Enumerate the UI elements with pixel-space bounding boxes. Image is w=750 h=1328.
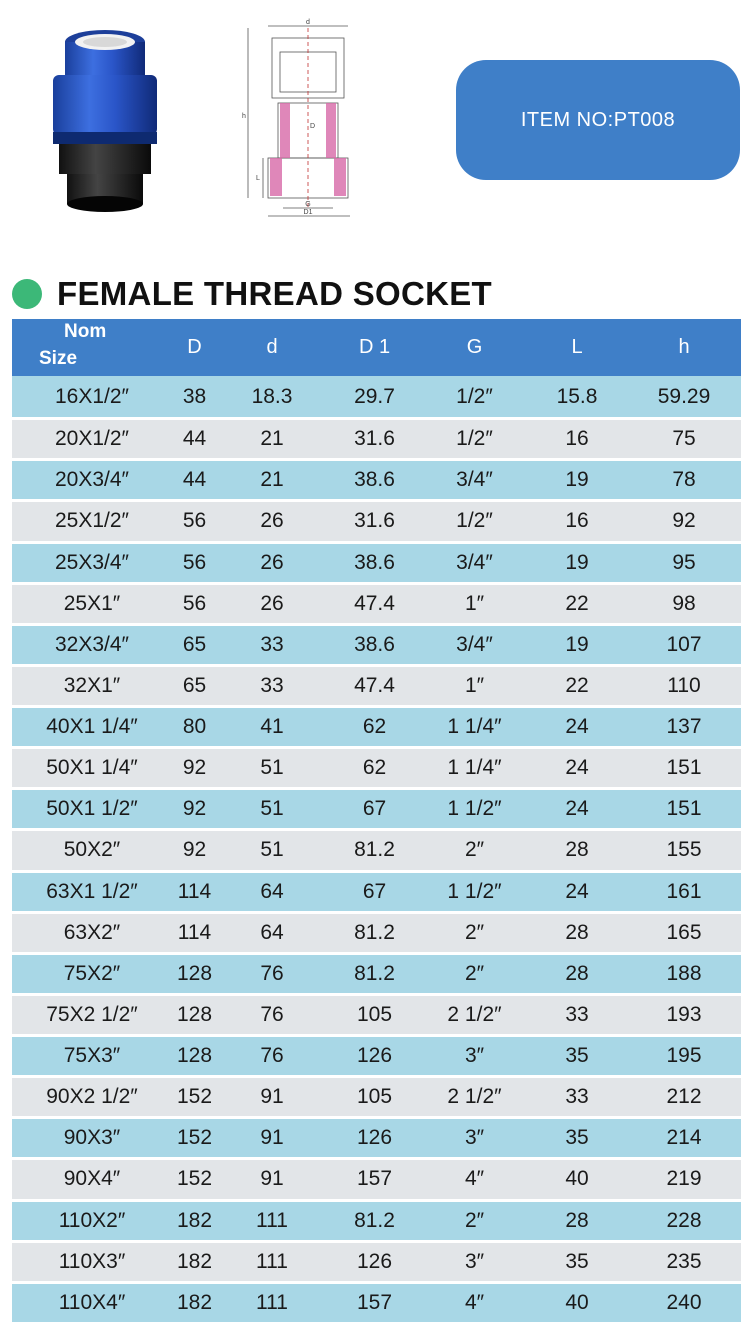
table-cell: 78	[672, 468, 696, 492]
table-cell: 26	[260, 591, 284, 615]
table-cell: 75X3″	[63, 1044, 121, 1068]
table-cell: 128	[176, 1044, 213, 1068]
header-nom: Nom	[64, 321, 107, 342]
drawing-label-D1: D1	[303, 209, 313, 216]
table-cell: 2″	[464, 961, 485, 985]
drawing-label-D: D	[310, 123, 316, 130]
table-cell: 110X2″	[58, 1208, 126, 1232]
table-row	[12, 582, 741, 623]
table-cell: 81.2	[354, 1208, 395, 1232]
table-cell: 28	[565, 920, 589, 944]
table-cell: 19	[565, 632, 589, 656]
table-row	[12, 911, 741, 952]
table-cell: 137	[666, 715, 702, 739]
table-cell: 31.6	[354, 427, 395, 451]
table-cell: 56	[182, 509, 207, 533]
table-cell: 228	[666, 1208, 702, 1232]
table-cell: 105	[356, 1085, 393, 1109]
table-cell: 64	[260, 879, 284, 903]
table-cell: 126	[356, 1249, 393, 1273]
table-row	[12, 1199, 741, 1240]
table-row	[12, 1075, 741, 1116]
table-cell: 20X3/4″	[55, 468, 129, 492]
table-cell: 81.2	[354, 838, 395, 862]
table-row	[12, 458, 741, 499]
table-cell: 111	[256, 1249, 288, 1273]
table-cell: 51	[260, 797, 284, 821]
header-L: L	[571, 336, 583, 358]
table-cell: 3/4″	[456, 632, 493, 656]
table-cell: 32X3/4″	[55, 632, 129, 656]
table-cell: 214	[666, 1126, 702, 1150]
header-d: d	[266, 336, 278, 358]
table-cell: 22	[565, 673, 589, 697]
table-cell: 33	[565, 1085, 589, 1109]
table-cell: 1″	[464, 673, 485, 697]
table-row	[12, 499, 741, 540]
table-cell: 31.6	[354, 509, 395, 533]
table-cell: 107	[666, 632, 702, 656]
green-dot-icon	[12, 279, 42, 309]
table-cell: 126	[356, 1126, 393, 1150]
table-row	[12, 993, 741, 1034]
table-cell: 33	[260, 673, 284, 697]
table-body	[12, 376, 741, 1322]
table-cell: 98	[672, 591, 696, 615]
table-cell: 40X1 1/4″	[46, 715, 138, 739]
table-cell: 47.4	[354, 673, 395, 697]
table-cell: 25X1/2″	[55, 509, 129, 533]
table-cell: 126	[356, 1044, 393, 1068]
table-cell: 24	[565, 879, 589, 903]
table-row	[12, 1240, 741, 1281]
table-cell: 38.6	[354, 632, 395, 656]
table-header	[12, 319, 741, 376]
table-cell: 90X3″	[63, 1126, 121, 1150]
drawing-label-G: G	[305, 201, 311, 208]
table-row	[12, 1116, 741, 1157]
table-cell: 1/2″	[456, 509, 493, 533]
table-cell: 193	[666, 1002, 702, 1026]
table-cell: 111	[256, 1290, 288, 1314]
table-cell: 90X4″	[63, 1167, 121, 1191]
table-cell: 64	[260, 920, 284, 944]
table-cell: 65	[182, 632, 207, 656]
table-cell: 56	[182, 591, 207, 615]
table-cell: 92	[182, 797, 207, 821]
table-row	[12, 828, 741, 869]
table-cell: 32X1″	[63, 673, 121, 697]
table-cell: 28	[565, 961, 589, 985]
table-cell: 16X1/2″	[55, 384, 129, 408]
table-cell: 195	[666, 1044, 702, 1068]
table-cell: 91	[260, 1126, 284, 1150]
table-cell: 1 1/2″	[447, 797, 502, 821]
table-cell: 20X1/2″	[55, 427, 129, 451]
table-cell: 3″	[464, 1249, 485, 1273]
table-cell: 110X3″	[58, 1249, 126, 1273]
table-cell: 35	[565, 1249, 589, 1273]
header-size: Size	[39, 348, 78, 369]
table-cell: 92	[182, 838, 207, 862]
item-number-text: ITEM NO:PT008	[520, 108, 676, 131]
table-cell: 81.2	[354, 961, 395, 985]
table-row	[12, 870, 741, 911]
table-cell: 188	[666, 961, 702, 985]
table-row	[12, 541, 741, 582]
table-row	[12, 376, 741, 417]
table-cell: 2″	[464, 920, 485, 944]
table-cell: 2 1/2″	[447, 1002, 502, 1026]
table-cell: 3″	[464, 1044, 485, 1068]
table-row	[12, 664, 741, 705]
table-cell: 90X2 1/2″	[46, 1085, 138, 1109]
table-cell: 35	[565, 1044, 589, 1068]
table-cell: 182	[176, 1290, 213, 1314]
table-cell: 75X2 1/2″	[46, 1002, 138, 1026]
table-cell: 161	[666, 879, 702, 903]
drawing-label-d: d	[306, 19, 310, 26]
table-cell: 157	[356, 1167, 393, 1191]
table-cell: 182	[176, 1208, 213, 1232]
table-cell: 92	[672, 509, 696, 533]
table-cell: 2″	[464, 838, 485, 862]
table-cell: 212	[666, 1085, 702, 1109]
table-cell: 24	[565, 756, 589, 780]
table-cell: 38.6	[354, 468, 395, 492]
drawing-label-L: L	[256, 175, 260, 182]
table-cell: 110X4″	[58, 1290, 126, 1314]
table-cell: 16	[565, 509, 589, 533]
header-G: G	[466, 336, 483, 358]
table-cell: 182	[176, 1249, 213, 1273]
table-cell: 75	[672, 427, 696, 451]
table-cell: 38.6	[354, 550, 395, 574]
table-row	[12, 1281, 741, 1322]
table-cell: 33	[565, 1002, 589, 1026]
table-cell: 110	[667, 673, 701, 697]
table-cell: 76	[260, 1002, 284, 1026]
table-row	[12, 952, 741, 993]
spec-table	[12, 319, 741, 1322]
table-cell: 1″	[464, 591, 485, 615]
table-cell: 151	[666, 797, 702, 821]
header-h: h	[678, 336, 690, 358]
table-cell: 80	[182, 715, 207, 739]
table-cell: 47.4	[354, 591, 395, 615]
table-cell: 62	[362, 756, 387, 780]
table-cell: 128	[176, 1002, 213, 1026]
table-cell: 29.7	[354, 384, 395, 408]
table-cell: 91	[260, 1085, 284, 1109]
table-row	[12, 1157, 741, 1198]
table-cell: 4″	[464, 1167, 485, 1191]
table-cell: 59.29	[657, 384, 711, 408]
table-cell: 50X1 1/4″	[46, 756, 138, 780]
table-cell: 128	[176, 961, 213, 985]
table-cell: 24	[565, 797, 589, 821]
table-cell: 18.3	[251, 384, 293, 408]
header-D: D	[187, 336, 202, 358]
table-cell: 38	[182, 384, 207, 408]
page-title: FEMALE THREAD SOCKET	[57, 275, 492, 312]
table-cell: 25X3/4″	[55, 550, 129, 574]
table-cell: 235	[666, 1249, 702, 1273]
table-cell: 28	[565, 1208, 589, 1232]
table-cell: 51	[260, 756, 284, 780]
table-cell: 75X2″	[63, 961, 121, 985]
table-cell: 2″	[464, 1208, 485, 1232]
table-cell: 152	[176, 1085, 213, 1109]
header-D1: D 1	[358, 336, 391, 358]
table-cell: 28	[565, 838, 589, 862]
table-cell: 63X2″	[63, 920, 121, 944]
table-cell: 1 1/4″	[447, 715, 502, 739]
table-cell: 114	[177, 920, 212, 944]
table-cell: 4″	[464, 1290, 485, 1314]
table-cell: 165	[666, 920, 702, 944]
table-cell: 1 1/2″	[447, 879, 502, 903]
table-cell: 151	[666, 756, 702, 780]
table-cell: 22	[565, 591, 589, 615]
table-cell: 152	[176, 1126, 213, 1150]
table-cell: 41	[260, 715, 284, 739]
table-cell: 56	[182, 550, 207, 574]
table-cell: 1 1/4″	[447, 756, 502, 780]
table-cell: 21	[260, 427, 284, 451]
table-cell: 95	[672, 550, 696, 574]
table-cell: 65	[182, 673, 207, 697]
table-cell: 51	[260, 838, 284, 862]
table-cell: 62	[362, 715, 387, 739]
table-cell: 50X1 1/2″	[46, 797, 138, 821]
table-cell: 1/2″	[456, 427, 493, 451]
table-cell: 81.2	[354, 920, 395, 944]
table-cell: 40	[565, 1290, 589, 1314]
table-row	[12, 623, 741, 664]
header-nom-size	[12, 319, 172, 376]
table-row	[12, 1034, 741, 1075]
table-cell: 155	[666, 838, 702, 862]
table-cell: 67	[362, 879, 387, 903]
table-cell: 35	[565, 1126, 589, 1150]
table-cell: 111	[256, 1208, 288, 1232]
table-cell: 3″	[464, 1126, 485, 1150]
table-cell: 219	[666, 1167, 702, 1191]
table-cell: 16	[565, 427, 589, 451]
table-cell: 26	[260, 550, 284, 574]
section-title-row	[12, 274, 492, 314]
product-photo	[45, 20, 165, 215]
table-row	[12, 417, 741, 458]
table-cell: 63X1 1/2″	[46, 879, 138, 903]
table-row	[12, 746, 741, 787]
table-cell: 3/4″	[456, 550, 493, 574]
table-cell: 105	[356, 1002, 393, 1026]
table-cell: 44	[182, 468, 207, 492]
table-cell: 92	[182, 756, 207, 780]
table-cell: 157	[356, 1290, 393, 1314]
table-cell: 26	[260, 509, 284, 533]
item-number-badge	[456, 60, 740, 180]
table-cell: 67	[362, 797, 387, 821]
table-cell: 50X2″	[63, 838, 121, 862]
table-cell: 40	[565, 1167, 589, 1191]
table-cell: 91	[260, 1167, 284, 1191]
table-row	[12, 705, 741, 746]
table-cell: 76	[260, 961, 284, 985]
table-cell: 19	[565, 468, 589, 492]
table-cell: 240	[666, 1290, 702, 1314]
table-cell: 21	[260, 468, 284, 492]
table-cell: 25X1″	[63, 591, 121, 615]
table-cell: 2 1/2″	[447, 1085, 502, 1109]
technical-drawing	[238, 18, 368, 218]
table-cell: 1/2″	[456, 384, 493, 408]
table-row	[12, 787, 741, 828]
table-cell: 33	[260, 632, 284, 656]
table-cell: 24	[565, 715, 589, 739]
table-cell: 3/4″	[456, 468, 493, 492]
table-cell: 44	[182, 427, 207, 451]
table-cell: 76	[260, 1044, 284, 1068]
table-cell: 152	[176, 1167, 213, 1191]
drawing-label-h: h	[242, 113, 246, 120]
table-cell: 19	[565, 550, 589, 574]
table-cell: 15.8	[556, 384, 598, 408]
table-cell: 114	[177, 879, 212, 903]
